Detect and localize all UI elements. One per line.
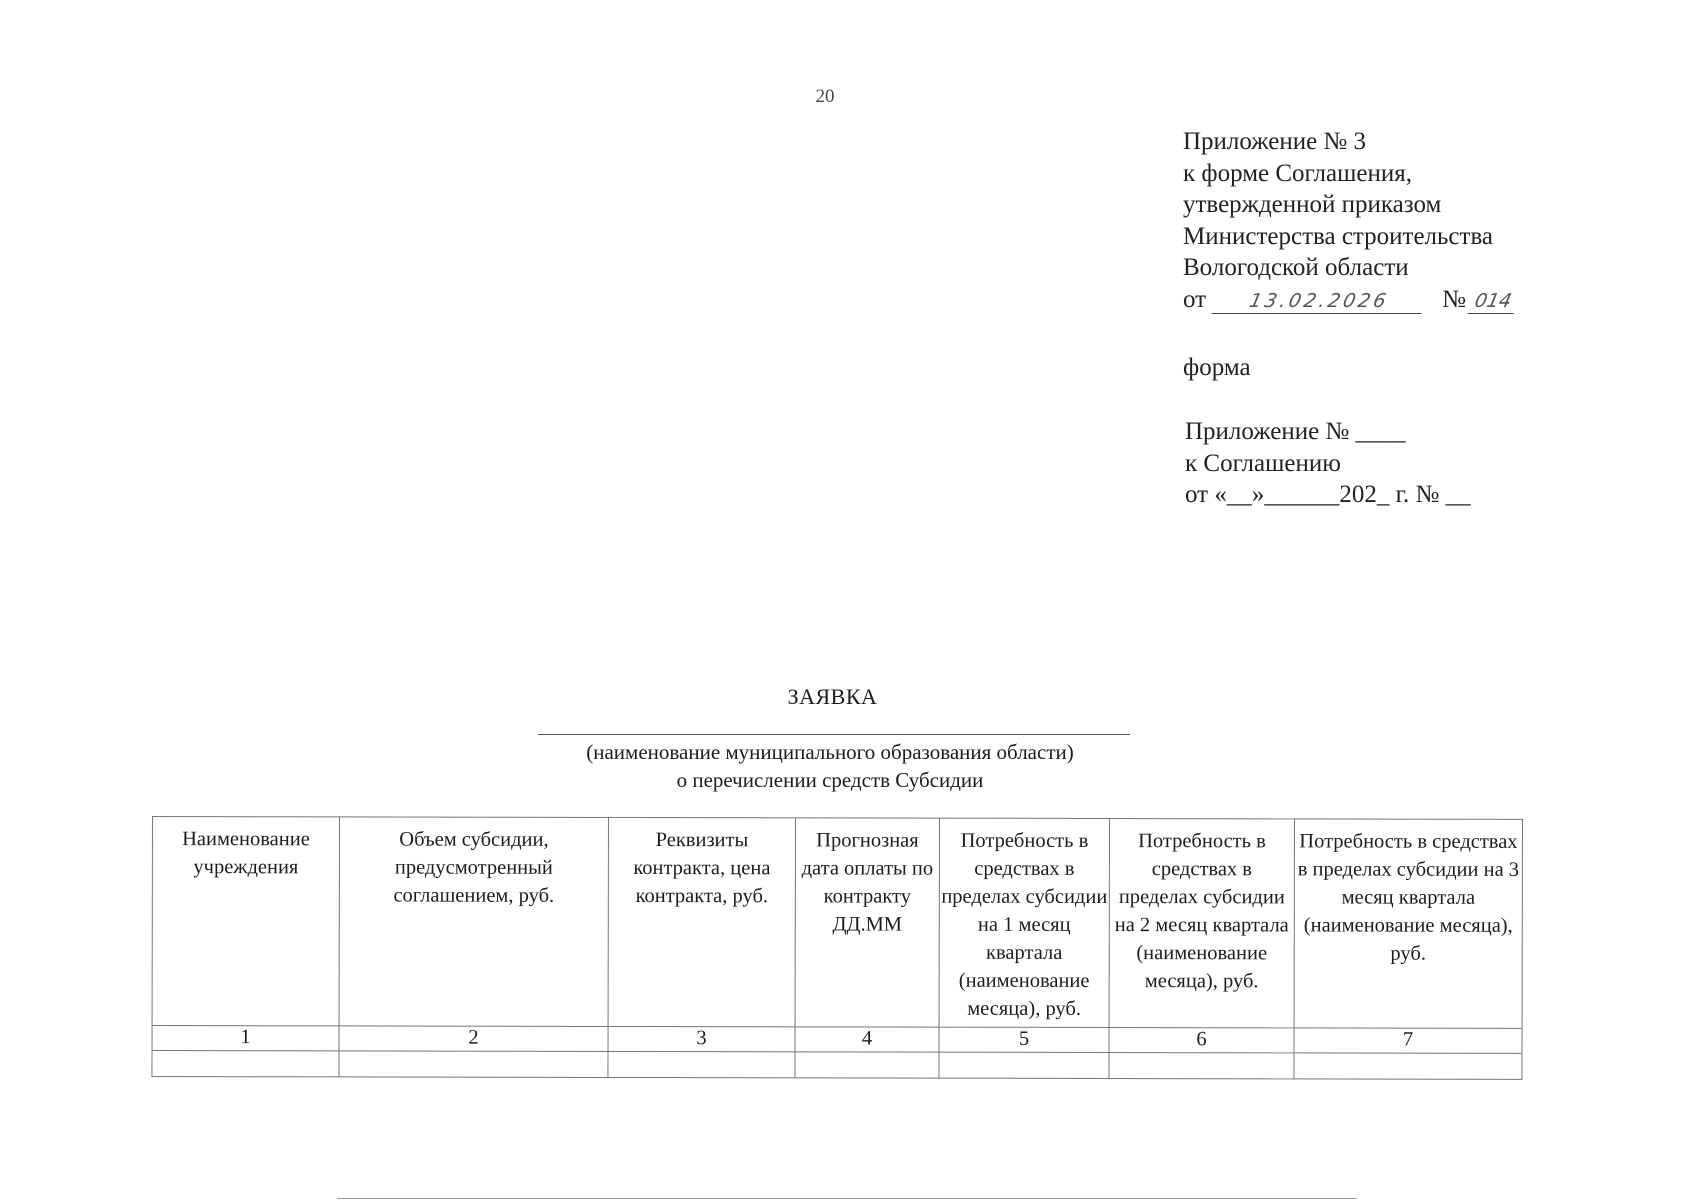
subtitle-purpose: о перечислении средств Субсидии xyxy=(676,768,984,792)
page-number: 20 xyxy=(815,86,835,107)
column-number: 3 xyxy=(608,1026,795,1051)
header-month-3-need: Потребность в средствах в пределах субсидии на 3 месяц квартала (наименование месяца), руб. xyxy=(1294,819,1522,1028)
table-cell xyxy=(339,1051,608,1078)
column-number-row xyxy=(152,1026,1522,1054)
agreement-date-number: от «__»______202_ г. № __ xyxy=(1185,481,1471,508)
document-title: ЗАЯВКА xyxy=(787,684,878,709)
number-sign: № xyxy=(1442,285,1466,313)
municipality-caption: (наименование муниципального образования области) xyxy=(586,740,1074,764)
table-cell xyxy=(1294,1053,1522,1079)
header-payment-date: Прогнозная дата оплаты по контракту ДД.ММ xyxy=(795,818,939,1027)
table-cell xyxy=(939,1052,1109,1078)
appendix-title: Приложение № 3 xyxy=(1183,128,1367,155)
table-cell xyxy=(795,1052,939,1078)
request-table xyxy=(151,816,1523,1080)
form-label: форма xyxy=(1183,354,1251,381)
column-number: 1 xyxy=(152,1026,339,1051)
column-number: 5 xyxy=(939,1027,1109,1052)
document-subtitle xyxy=(520,738,1140,794)
header-month-2-need: Потребность в средствах в пределах субсидии на 2 месяц квартала (наименование месяца), руб. xyxy=(1109,819,1294,1028)
appendix-header xyxy=(1183,126,1516,315)
appendix-line-5: Вологодской области xyxy=(1183,254,1409,281)
column-number: 6 xyxy=(1109,1028,1294,1053)
agreement-header xyxy=(1185,416,1471,511)
header-month-1-need: Потребность в средствах в пределах субсидии на 1 месяц квартала (наименование месяца), руб. xyxy=(939,818,1109,1027)
appendix-date-line xyxy=(1183,284,1516,316)
table-row xyxy=(152,1051,1522,1080)
municipality-name-blank xyxy=(538,734,1130,735)
header-contract-details: Реквизиты контракта, цена контракта, руб. xyxy=(608,817,795,1026)
appendix-line-2: к форме Соглашения, xyxy=(1183,159,1412,187)
appendix-line-4: Министерства строительства xyxy=(1183,222,1494,250)
footer-rule xyxy=(337,1198,1357,1199)
header-subsidy-volume: Объем субсидии, предусмотренный соглашением, руб. xyxy=(339,817,608,1027)
table-cell xyxy=(1109,1053,1294,1079)
appendix-line-3: утвержденной приказом xyxy=(1183,191,1442,218)
header-institution-name: Наименование учреждения xyxy=(152,817,339,1026)
handwritten-date: 13.02.2026 xyxy=(1211,289,1426,314)
column-number: 2 xyxy=(339,1026,608,1052)
column-number: 7 xyxy=(1294,1028,1522,1053)
column-number: 4 xyxy=(795,1027,939,1052)
table-header-row xyxy=(152,817,1522,1029)
date-prefix: от xyxy=(1183,285,1207,313)
agreement-appendix-number: Приложение № ____ xyxy=(1185,418,1406,445)
table-cell xyxy=(608,1051,795,1077)
agreement-reference: к Соглашению xyxy=(1185,449,1341,477)
table-cell xyxy=(152,1051,339,1077)
handwritten-number: 014 xyxy=(1467,289,1518,314)
